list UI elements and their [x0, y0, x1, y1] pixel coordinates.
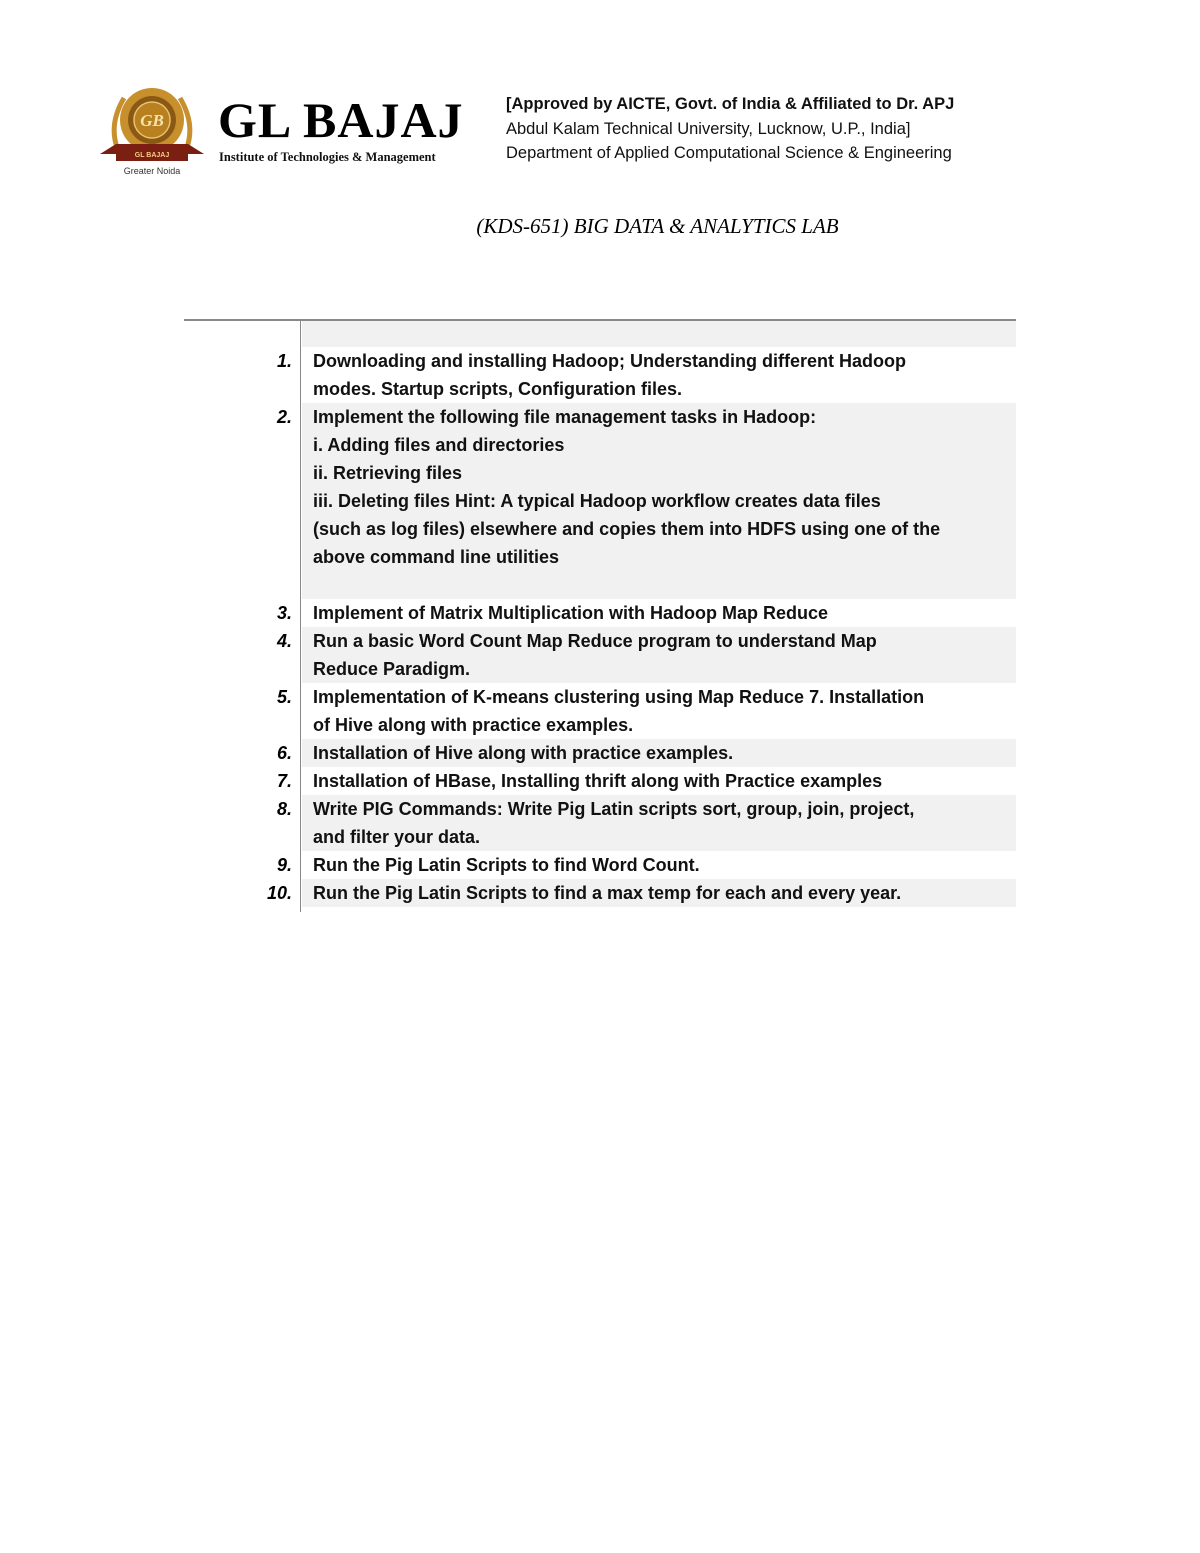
- column-divider: [300, 321, 301, 912]
- experiment-line: ii. Retrieving files: [313, 463, 463, 483]
- experiment-text: [302, 599, 1016, 627]
- experiment-line: and filter your data.: [313, 827, 481, 847]
- experiment-row: [184, 851, 1016, 879]
- experiment-text: [302, 879, 1016, 907]
- experiment-row: [184, 627, 1016, 683]
- affiliation-line-1: [Approved by AICTE, Govt. of India & Affiliated to Dr. APJ: [506, 95, 955, 113]
- experiment-line: iii. Deleting files Hint: A typical Hadoop workflow creates data files: [313, 491, 881, 511]
- experiment-row: [184, 683, 1016, 739]
- logo-caption: Greater Noida: [123, 166, 181, 176]
- experiment-number: 4.: [276, 631, 292, 651]
- emblem-letters: GB: [140, 111, 164, 130]
- experiment-line: Reduce Paradigm.: [313, 659, 471, 679]
- institute-emblem-icon: [96, 80, 208, 170]
- experiment-text: [302, 627, 1016, 683]
- experiment-line: modes. Startup scripts, Configuration files.: [313, 379, 683, 399]
- experiment-text: [302, 683, 1016, 739]
- experiment-number: 3.: [276, 603, 292, 623]
- header-spacer-row: [184, 321, 1016, 347]
- experiment-row: [184, 347, 1016, 403]
- experiment-row: [184, 403, 1016, 599]
- experiment-row: [184, 879, 1016, 907]
- experiment-number: 2.: [276, 407, 292, 427]
- experiment-line: Installation of Hive along with practice examples.: [313, 743, 734, 763]
- experiment-text: [302, 851, 1016, 879]
- experiment-text: [302, 767, 1016, 795]
- experiment-row: [184, 795, 1016, 851]
- experiment-text: [302, 347, 1016, 403]
- experiment-row: [184, 739, 1016, 767]
- experiment-line: Run a basic Word Count Map Reduce program to understand Map: [313, 631, 877, 651]
- experiment-line: above command line utilities: [313, 547, 560, 567]
- experiment-line: Implement of Matrix Multiplication with Hadoop Map Reduce: [313, 603, 829, 623]
- institute-name: GL BAJAJ: [218, 92, 464, 148]
- experiment-line: Run the Pig Latin Scripts to find a max temp for each and every year.: [313, 883, 902, 903]
- affiliation-line-2: Abdul Kalam Technical University, Lucknow, U.P., India]: [506, 119, 911, 138]
- experiment-row: [184, 767, 1016, 795]
- experiment-number: 6.: [276, 743, 292, 763]
- experiment-line: (such as log files) elsewhere and copies them into HDFS using one of the: [313, 519, 941, 539]
- experiment-line: of Hive along with practice examples.: [313, 715, 634, 735]
- institute-subtitle: Institute of Technologies & Management: [219, 150, 436, 164]
- experiment-number: 9.: [276, 855, 292, 875]
- experiment-number: 1.: [276, 351, 292, 371]
- affiliation-block: [506, 92, 1106, 166]
- experiment-line: Write PIG Commands: Write Pig Latin scripts sort, group, join, project,: [313, 799, 915, 819]
- lab-title: (KDS-651) BIG DATA & ANALYTICS LAB: [476, 214, 839, 238]
- experiment-number: 8.: [276, 799, 292, 819]
- experiment-line: Implement the following file management tasks in Hadoop:: [313, 407, 817, 427]
- experiment-text: [302, 403, 1016, 599]
- ribbon-text: GL BAJAJ: [134, 152, 170, 159]
- experiment-number: 10.: [266, 883, 292, 903]
- experiment-line: Installation of HBase, Installing thrift along with Practice examples: [313, 771, 883, 791]
- experiment-list: [184, 319, 1016, 907]
- experiment-text: [302, 795, 1016, 851]
- experiment-number: 5.: [276, 687, 292, 707]
- department-name: Department of Applied Computational Science & Engineering: [506, 144, 952, 162]
- experiment-line: Downloading and installing Hadoop; Understanding different Hadoop: [313, 351, 906, 371]
- experiment-number: 7.: [276, 771, 292, 791]
- experiment-text: [302, 739, 1016, 767]
- experiment-line: i. Adding files and directories: [313, 435, 565, 455]
- experiment-row: [184, 599, 1016, 627]
- experiment-line: Run the Pig Latin Scripts to find Word Count.: [313, 855, 700, 875]
- experiment-line: Implementation of K-means clustering using Map Reduce 7. Installation: [313, 687, 925, 707]
